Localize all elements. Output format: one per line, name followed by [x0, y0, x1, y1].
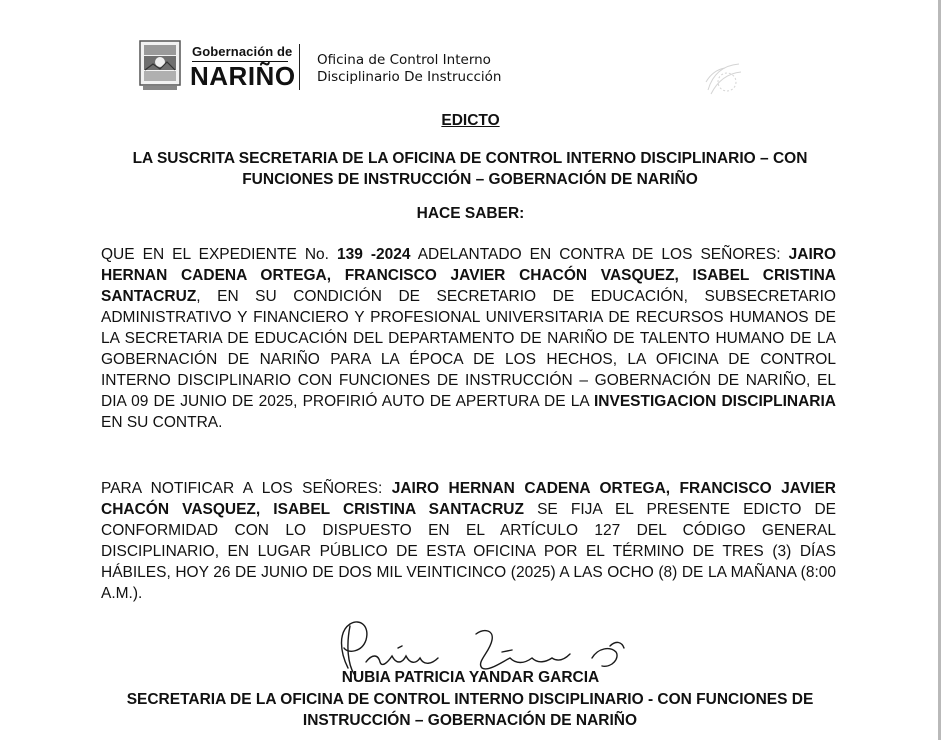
office-line-2: Disciplinario De Instrucción	[317, 69, 502, 85]
expediente-number: 139 -2024	[336, 246, 411, 263]
document-title-text: EDICTO	[441, 112, 500, 129]
paragraph-expediente	[101, 244, 836, 433]
p1-text-3: , EN SU CONDICIÓN DE SECRETARIO DE EDUCACIÓN, SUBSECRETARIO ADMINISTRATIVO Y FINANCIERO Y PROFESIONAL UNIVERSITARIA DE RECURSOS HUMANOS DE LA SECRETARIA DE EDUCACIÓN DEL DEPARTAMENTO DE NARIÑO DE TALENTO HUMANO DE LA GOBERNACIÓN DE NARIÑO PARA LA ÉPOCA DE LOS HECHOS, LA OFICINA DE CONTROL INTERNO DISCIPLINARIO CON FUNCIONES DE INSTRUCCIÓN – GOBERNACIÓN DE NARIÑO, EL DIA 09 DE JUNIO DE 2025, PROFIRIÓ AUTO DE APERTURA DE LA	[101, 288, 836, 410]
faint-stamp-icon	[703, 60, 743, 98]
p1-text-4: EN SU CONTRA.	[101, 414, 223, 431]
p2-names: JAIRO HERNAN CADENA ORTEGA, FRANCISCO JAVIER CHACÓN VASQUEZ, ISABEL CRISTINA SANTACRUZ	[101, 480, 836, 518]
narino-label: NARIÑO	[190, 61, 296, 91]
p2-text-2: SE FIJA EL PRESENTE EDICTO DE CONFORMIDAD CON LO DISPUESTO EN EL ARTÍCULO 127 DEL CÓDIGO GENERAL DISCIPLINARIO, EN LUGAR PÚBLICO DE ESTA OFICINA POR EL TÉRMINO DE TRES (3) DÍAS HÁBILES, HOY 26 DE JUNIO DE DOS MIL VEINTICINCO (2025) A LAS OCHO (8) DE LA MAÑANA (8:00 A.M.).	[101, 501, 837, 602]
signer-name: NUBIA PATRICIA YANDAR GARCIA	[341, 669, 600, 686]
p1-text-1: QUE EN EL EXPEDIENTE No.	[101, 246, 337, 263]
signer-role: SECRETARIA DE LA OFICINA DE CONTROL INTERNO DISCIPLINARIO - CON FUNCIONES DE INSTRUCCIÓN – GOBERNACIÓN DE NARIÑO	[126, 691, 814, 729]
hace-saber-heading: HACE SABER:	[416, 205, 525, 222]
coat-of-arms-icon	[139, 40, 181, 92]
office-line-1: Oficina de Control Interno	[317, 52, 491, 68]
header-divider	[299, 44, 300, 90]
gobernacion-label: Gobernación de	[192, 44, 293, 59]
office-name	[317, 52, 501, 86]
p1-names: JAIRO HERNAN CADENA ORTEGA, FRANCISCO JAVIER CHACÓN VASQUEZ, ISABEL CRISTINA SANTACRUZ	[101, 246, 836, 305]
investigacion-label: INVESTIGACION DISCIPLINARIA	[594, 393, 836, 410]
p2-text-1: PARA NOTIFICAR A LOS SEÑORES:	[101, 480, 392, 497]
p1-text-2: ADELANTADO EN CONTRA DE LOS SEÑORES:	[410, 246, 789, 263]
paragraph-notificacion	[101, 478, 836, 604]
document-title	[0, 112, 941, 130]
issuer-heading: LA SUSCRITA SECRETARIA DE LA OFICINA DE CONTROL INTERNO DISCIPLINARIO – CON FUNCIONES DE INSTRUCCIÓN – GOBERNACIÓN DE NARIÑO	[132, 150, 808, 188]
